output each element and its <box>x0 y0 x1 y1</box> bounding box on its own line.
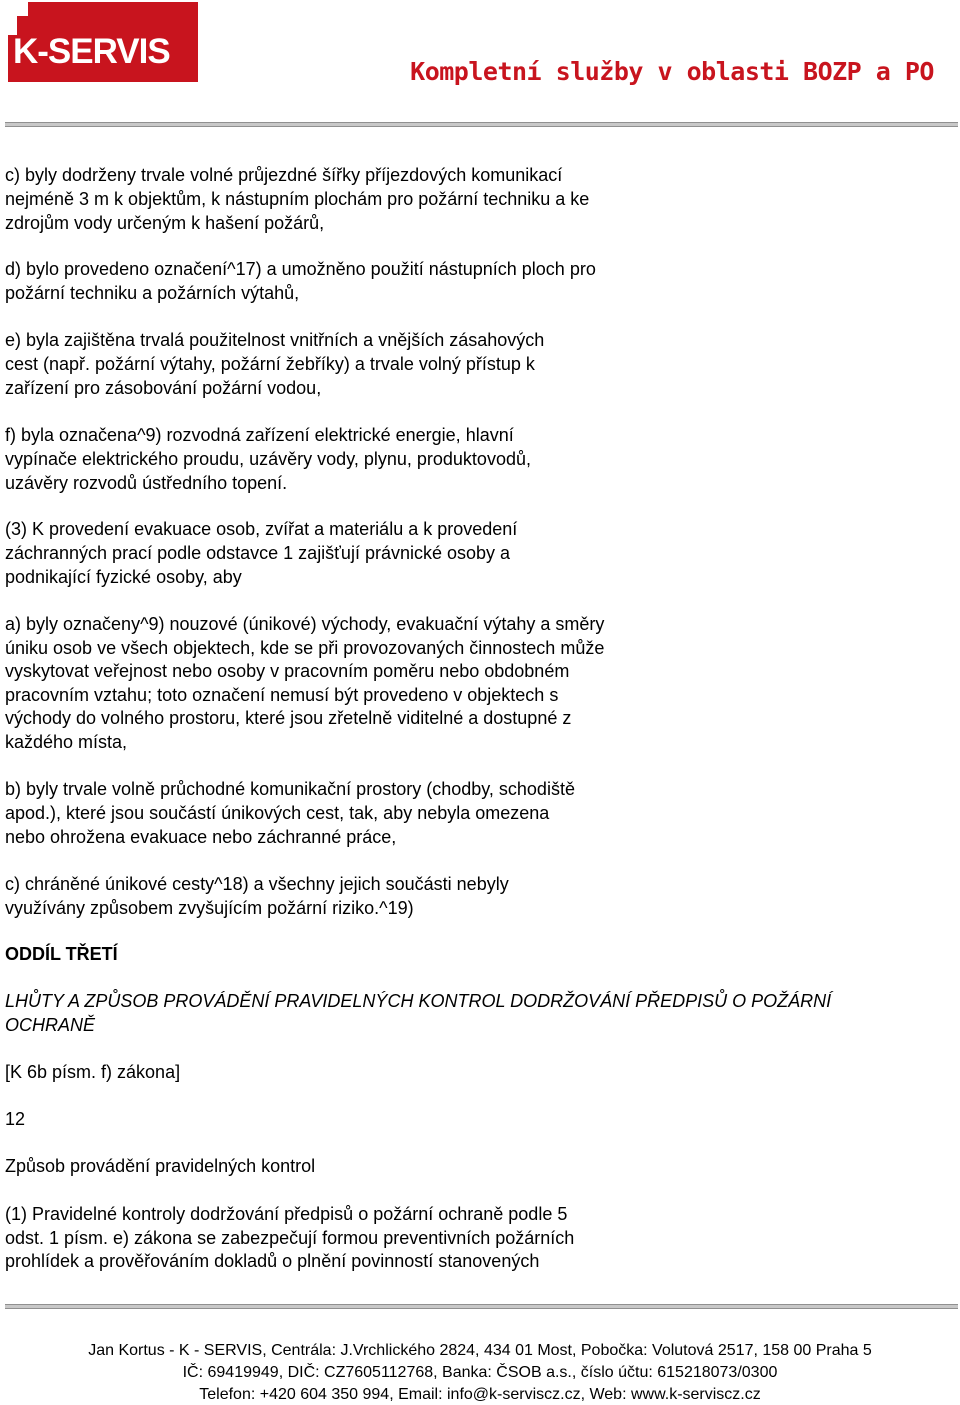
section-title: LHŮTY A ZPŮSOB PROVÁDĚNÍ PRAVIDELNÝCH KONTROL DODRŽOVÁNÍ PŘEDPISŮ O POŽÁRNÍ <box>5 991 832 1011</box>
paragraph-line: (3) K provedení evakuace osob, zvířat a materiálu a k provedení <box>5 519 518 539</box>
paragraph-line: 12 <box>5 1109 26 1129</box>
paragraph-line: každého místa, <box>5 732 128 752</box>
paragraph-line: a) byly označeny^9) nouzové (únikové) východy, evakuační výtahy a směry <box>5 614 605 634</box>
paragraph-line: prohlídek a prověřováním dokladů o plnění povinností stanovených <box>5 1251 540 1271</box>
paragraph-line: [K 6b písm. f) zákona] <box>5 1062 181 1082</box>
paragraph-line: c) chráněné únikové cesty^18) a všechny jejich součásti nebyly <box>5 874 509 894</box>
paragraph-line: cest (např. požární výtahy, požární žebříky) a trvale volný přístup k <box>5 354 535 374</box>
paragraph-line: pracovním vztahu; toto označení nemusí být provedeno v objektech s <box>5 685 559 705</box>
paragraph-line: úniku osob ve všech objektech, kde se při provozovaných činnostech může <box>5 638 605 658</box>
paragraph-line: apod.), které jsou součástí únikových cest, tak, aby nebyla omezena <box>5 803 550 823</box>
paragraph-line: d) bylo provedeno označení^17) a umožněno použití nástupních ploch pro <box>5 259 596 279</box>
footer-contact: Telefon: +420 604 350 994, Email: info@k-serviscz.cz, Web: www.k-serviscz.cz <box>199 1386 761 1403</box>
paragraph-line: nebo ohrožena evakuace nebo záchranné práce, <box>5 827 397 847</box>
header-divider <box>5 122 958 127</box>
paragraph-line: b) byly trvale volně průchodné komunikační prostory (chodby, schodiště <box>5 779 575 799</box>
paragraph-line: zdrojům vody určeným k hašení požárů, <box>5 213 325 233</box>
logo-corner-notch <box>17 2 28 16</box>
section-title: OCHRANĚ <box>5 1015 96 1035</box>
paragraph-line: (1) Pravidelné kontroly dodržování předpisů o požární ochraně podle 5 <box>5 1204 568 1224</box>
paragraph-line: odst. 1 písm. e) zákona se zabezpečují formou preventivních požárních <box>5 1228 575 1248</box>
paragraph-line: zařízení pro zásobování požární vodou, <box>5 378 322 398</box>
paragraph-line: podnikající fyzické osoby, aby <box>5 567 242 587</box>
paragraph-line: vypínače elektrického proudu, uzávěry vody, plynu, produktovodů, <box>5 449 531 469</box>
paragraph-line: požární techniku a požárních výtahů, <box>5 283 300 303</box>
footer-address: Jan Kortus - K - SERVIS, Centrála: J.Vrchlického 2824, 434 01 Most, Pobočka: Volutová 2517, 158 00 Praha 5 <box>88 1342 872 1359</box>
paragraph-line: uzávěry rozvodů ústředního topení. <box>5 473 288 493</box>
header-tagline: Kompletní služby v oblasti BOZP a PO <box>410 57 934 86</box>
logo-text: K-SERVIS <box>13 32 170 71</box>
paragraph-line: Způsob provádění pravidelných kontrol <box>5 1156 316 1176</box>
footer-divider <box>5 1304 958 1309</box>
logo-corner-notch <box>8 2 17 35</box>
paragraph-line: východy do volného prostoru, které jsou zřetelně viditelné a dostupné z <box>5 708 572 728</box>
paragraph-line: vyskytovat veřejnost nebo osoby v pracovním poměru nebo obdobném <box>5 661 570 681</box>
section-heading: ODDÍL TŘETÍ <box>5 944 118 964</box>
paragraph-line: záchranných prací podle odstavce 1 zajišťují právnické osoby a <box>5 543 511 563</box>
paragraph-line: f) byla označena^9) rozvodná zařízení elektrické energie, hlavní <box>5 425 514 445</box>
paragraph-line: e) byla zajištěna trvalá použitelnost vnitřních a vnějších zásahových <box>5 330 545 350</box>
footer-company-ids: IČ: 69419949, DIČ: CZ7605112768, Banka: ČSOB a.s., číslo účtu: 615218073/0300 <box>182 1364 778 1381</box>
paragraph-line: nejméně 3 m k objektům, k nástupním plochám pro požární techniku a ke <box>5 189 590 209</box>
paragraph-line: c) byly dodrženy trvale volné průjezdné šířky příjezdových komunikací <box>5 165 563 185</box>
paragraph-line: využívány způsobem zvyšujícím požární riziko.^19) <box>5 898 414 918</box>
company-logo <box>8 2 198 82</box>
